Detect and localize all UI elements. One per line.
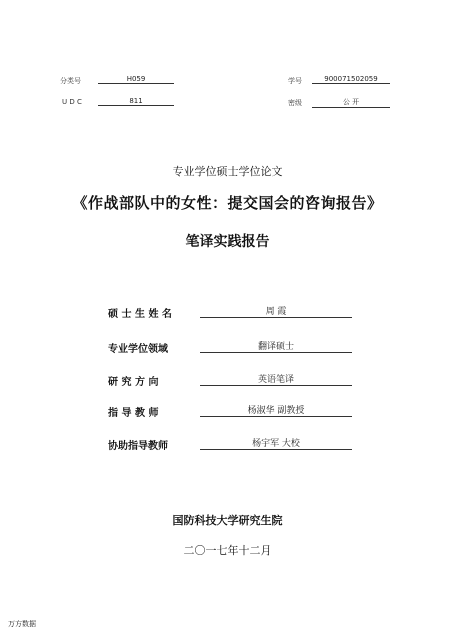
institution-name: 国防科技大学研究生院 — [172, 514, 283, 527]
info-label-co-supervisor: 协助指导教师 — [108, 441, 168, 452]
student-number-label: 学号 — [288, 77, 302, 85]
info-value-degree-field: 翻译硕士 — [200, 339, 352, 353]
info-label-supervisor: 指 导 教 师 — [108, 408, 159, 419]
info-value-supervisor: 杨淑华 副教授 — [200, 403, 352, 417]
info-label-student-name: 硕 士 生 姓 名 — [108, 309, 172, 320]
security-level-value: 公 开 — [312, 97, 390, 108]
class-number-label: 分类号 — [60, 77, 81, 85]
footer-watermark: 万方数据 — [8, 620, 36, 628]
class-number-value: H059 — [98, 75, 174, 84]
info-value-research-direction: 英语笔译 — [200, 372, 352, 386]
date: 二〇一七年十二月 — [183, 544, 272, 557]
info-label-degree-field: 专业学位领域 — [108, 344, 168, 355]
info-label-research-direction: 研 究 方 向 — [108, 377, 159, 388]
udc-label: U D C — [62, 98, 82, 106]
info-value-student-name: 周 霞 — [200, 304, 352, 318]
info-value-co-supervisor: 杨宇军 大校 — [200, 436, 352, 450]
thesis-subtitle: 笔译实践报告 — [185, 234, 270, 250]
student-number-value: 900071502059 — [312, 75, 390, 84]
thesis-type: 专业学位硕士学位论文 — [172, 165, 283, 178]
thesis-title: 《作战部队中的女性：提交国会的咨询报告》 — [72, 194, 383, 212]
udc-value: 811 — [98, 97, 174, 106]
security-level-label: 密级 — [288, 99, 302, 107]
